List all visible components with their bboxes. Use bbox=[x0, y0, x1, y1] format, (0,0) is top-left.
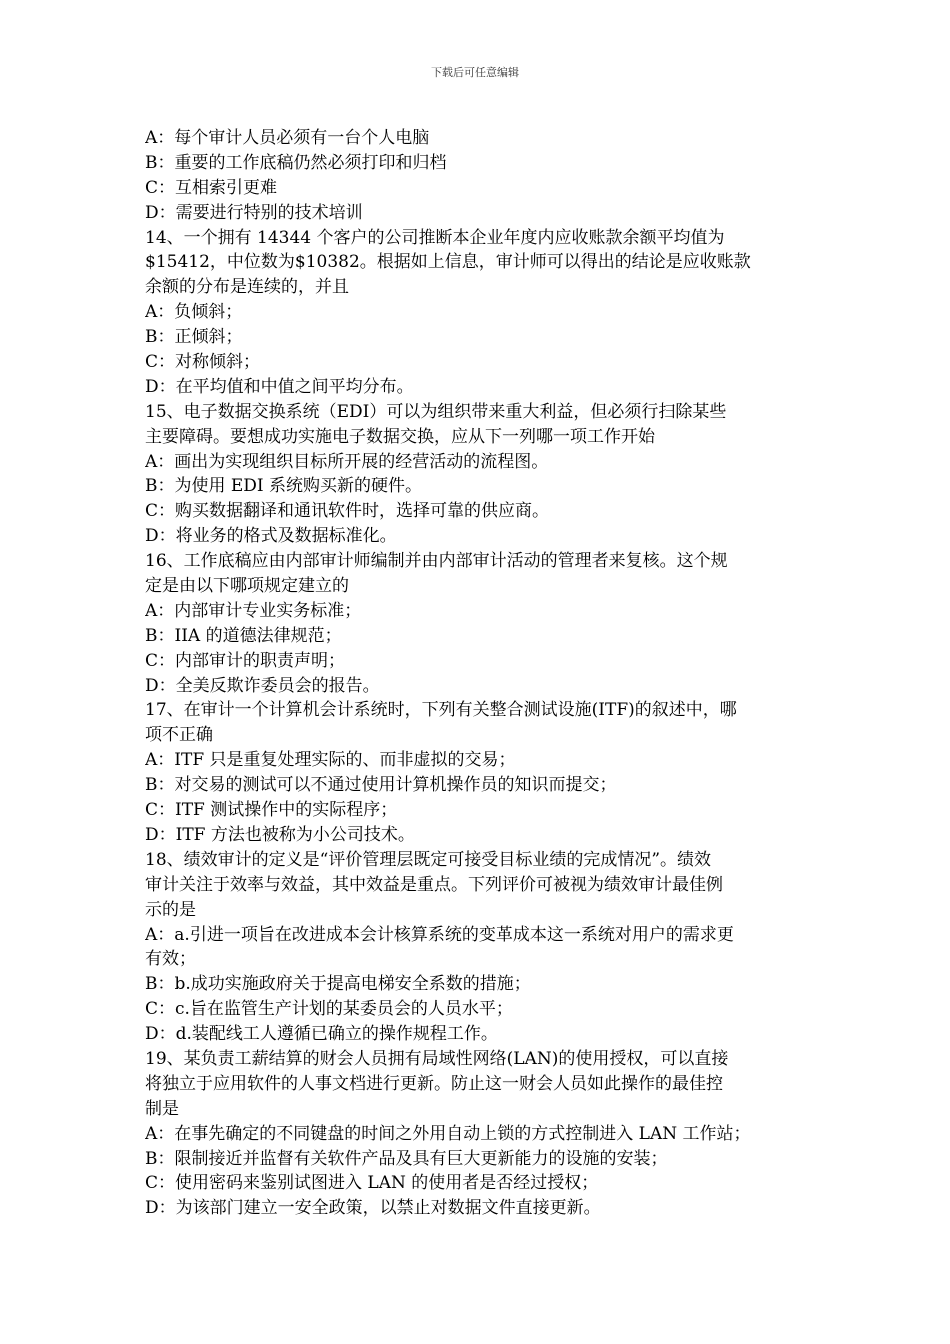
text-line: $15412，中位数为$10382。根据如上信息，审计师可以得出的结论是应收账款 bbox=[145, 252, 751, 273]
text-line: A：负倾斜； bbox=[145, 302, 243, 323]
text-line: A：每个审计人员必须有一台个人电脑 bbox=[145, 128, 430, 148]
text-line: 17、在审计一个计算机会计系统时，下列有关整合测试设施(ITF)的叙述中，哪 bbox=[145, 700, 737, 721]
text-line: B：限制接近并监督有关软件产品及具有巨大更新能力的设施的安装； bbox=[145, 1148, 668, 1169]
text-line: B：为使用 EDI 系统购买新的硬件。 bbox=[145, 476, 423, 497]
text-line: 示的是 bbox=[145, 899, 196, 920]
text-line: 主要障碍。要想成功实施电子数据交换，应从下一列哪一项工作开始 bbox=[145, 426, 655, 447]
text-line: A：在事先确定的不同键盘的时间之外用自动上锁的方式控制进入 LAN 工作站； bbox=[145, 1123, 751, 1144]
text-line: 项不正确 bbox=[145, 725, 213, 746]
text-line: 有效； bbox=[145, 949, 196, 970]
text-line: C：互相索引更难 bbox=[145, 177, 278, 198]
text-line: A：a.引进一项旨在改进成本会计核算系统的变革成本这一系统对用户的需求更 bbox=[145, 924, 734, 945]
page-header: 下载后可任意编辑 bbox=[431, 66, 519, 79]
text-line: D：需要进行特别的技术培训 bbox=[145, 202, 363, 223]
text-line: 14、一个拥有 14344 个客户的公司推断本企业年度内应收账款余额平均值为 bbox=[145, 227, 725, 248]
document-body bbox=[145, 126, 810, 1221]
text-line: B：重要的工作底稿仍然必须打印和归档 bbox=[145, 152, 447, 173]
text-line: 15、电子数据交换系统（EDI）可以为组织带来重大利益，但必须行扫除某些 bbox=[145, 401, 727, 422]
text-line: A：画出为实现组织目标所开展的经营活动的流程图。 bbox=[145, 451, 549, 472]
text-line: B：对交易的测试可以不通过使用计算机操作员的知识而提交； bbox=[145, 775, 617, 796]
text-line: A：ITF 只是重复处理实际的、而非虚拟的交易； bbox=[145, 750, 516, 771]
text-line: C：对称倾斜； bbox=[145, 352, 261, 373]
text-line: 16、工作底稿应由内部审计师编制并由内部审计活动的管理者来复核。这个规 bbox=[145, 551, 728, 572]
text-line: D：在平均值和中值之间平均分布。 bbox=[145, 376, 414, 397]
text-line: A：内部审计专业实务标准； bbox=[145, 600, 362, 621]
text-line: 19、某负责工薪结算的财会人员拥有局域性网络(LAN)的使用授权，可以直接 bbox=[145, 1048, 729, 1069]
text-line: 将独立于应用软件的人事文档进行更新。防止这一财会人员如此操作的最佳控 bbox=[145, 1073, 723, 1094]
text-line: C：购买数据翻译和通讯软件时，选择可靠的供应商。 bbox=[145, 501, 550, 522]
text-line: D：d.装配线工人遵循已确立的操作规程工作。 bbox=[145, 1024, 498, 1045]
text-line: D：ITF 方法也被称为小公司技术。 bbox=[145, 824, 415, 845]
text-line: B：正倾斜； bbox=[145, 327, 243, 348]
text-line: C：内部审计的职责声明； bbox=[145, 650, 346, 671]
text-line: D：为该部门建立一安全政策，以禁止对数据文件直接更新。 bbox=[145, 1198, 601, 1219]
text-line: B：IIA 的道德法律规范； bbox=[145, 625, 342, 646]
text-line: B：b.成功实施政府关于提高电梯安全系数的措施； bbox=[145, 974, 531, 995]
text-line: 18、绩效审计的定义是“评价管理层既定可接受目标业绩的完成情况”。绩效 bbox=[145, 849, 712, 870]
text-line: 定是由以下哪项规定建立的 bbox=[145, 576, 349, 597]
text-line: C：c.旨在监管生产计划的某委员会的人员水平； bbox=[145, 999, 513, 1020]
text-line: 审计关注于效率与效益，其中效益是重点。下列评价可被视为绩效审计最佳例 bbox=[145, 874, 723, 895]
text-line: 制是 bbox=[145, 1098, 179, 1119]
text-line: D：全美反欺诈委员会的报告。 bbox=[145, 675, 380, 696]
text-line: D：将业务的格式及数据标准化。 bbox=[145, 526, 397, 547]
text-line: C：ITF 测试操作中的实际程序； bbox=[145, 800, 398, 821]
text-line: 余额的分布是连续的，并且 bbox=[145, 277, 349, 298]
text-line: C：使用密码来鉴别试图进入 LAN 的使用者是否经过授权； bbox=[145, 1173, 599, 1194]
